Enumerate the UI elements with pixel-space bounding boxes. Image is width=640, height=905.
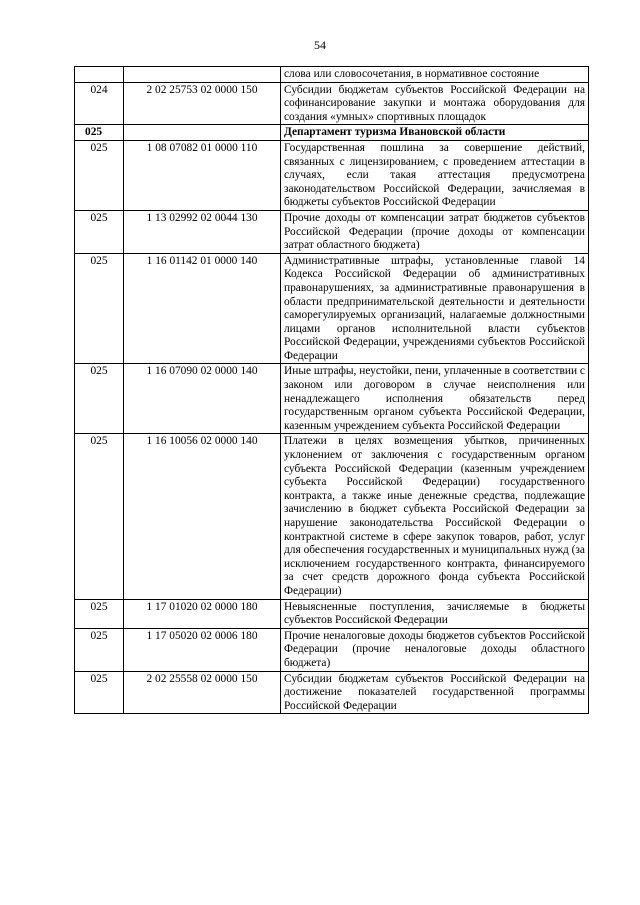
budget-code-cell [124,125,281,141]
table-row [75,82,589,125]
admin-code-cell: 025 [75,140,124,210]
budget-code-cell: 1 17 01020 02 0000 180 [124,599,281,628]
description-cell: Невыясненные поступления, зачисляемые в бюджеты субъектов Российской Федерации [281,599,589,628]
table-row [75,628,589,671]
description-cell: Субсидии бюджетам субъектов Российской Федерации на софинансирование закупки и монтажа оборудования для создания «умных» спортивных площадок [281,82,589,125]
table-row [75,434,589,599]
admin-code-cell [75,67,124,83]
table-row [75,671,589,714]
table-row [75,253,589,364]
section-heading-row [75,125,589,141]
budget-code-cell: 1 13 02992 02 0044 130 [124,210,281,253]
table-row [75,140,589,210]
budget-code-cell: 1 17 05020 02 0006 180 [124,628,281,671]
description-cell: Прочие доходы от компенсации затрат бюджетов субъектов Российской Федерации (прочие доходы от компенсации затрат областного бюджета) [281,210,589,253]
budget-code-cell: 1 16 10056 02 0000 140 [124,434,281,599]
table-row [75,364,589,434]
revenue-codes-table [74,66,589,714]
admin-code-cell: 025 [75,599,124,628]
admin-code-cell: 025 [75,210,124,253]
admin-code-cell: 025 [75,434,124,599]
admin-code-cell: 025 [75,364,124,434]
budget-code-cell: 1 16 07090 02 0000 140 [124,364,281,434]
admin-code-cell: 025 [75,253,124,364]
description-cell: Административные штрафы, установленные главой 14 Кодекса Российской Федерации об административных правонарушениях, за административные правонарушения в области предпринимательской деятельности и деятельности саморегулируемых организаций, налагаемые должностными лицами органов исполнительной власти субъектов Российской Федерации, учреждениями субъектов Российской Федерации [281,253,589,364]
description-cell: Прочие неналоговые доходы бюджетов субъектов Российской Федерации (прочие неналоговые доходы областного бюджета) [281,628,589,671]
department-title: Департамент туризма Ивановской области [281,125,589,141]
admin-code-cell: 025 [75,671,124,714]
budget-code-cell: 2 02 25753 02 0000 150 [124,82,281,125]
description-cell: Платежи в целях возмещения убытков, причиненных уклонением от заключения с государственным органом субъекта Российской Федерации (казенным учреждением субъекта Российской Федерации) государственного контракта, а также иные денежные средства, подлежащие зачислению в бюджет субъекта Российской Федерации за нарушение законодательства Российской Федерации о контрактной системе в сфере закупок товаров, работ, услуг для обеспечения государственных и муниципальных нужд (за исключением государственного контракта, финансируемого за счет средств дорожного фонда субъекта Российской Федерации) [281,434,589,599]
table-row [75,599,589,628]
admin-code-cell: 024 [75,82,124,125]
description-cell: Иные штрафы, неустойки, пени, уплаченные в соответствии с законом или договором в случае неисполнения или ненадлежащего исполнения обязательств перед государственным органом субъекта Российской Федерации, казенным учреждением субъекта Российской Федерации [281,364,589,434]
budget-code-cell: 1 16 01142 01 0000 140 [124,253,281,364]
description-cell: Субсидии бюджетам субъектов Российской Федерации на достижение показателей государственной программы Российской Федерации [281,671,589,714]
budget-code-cell [124,67,281,83]
budget-code-cell: 2 02 25558 02 0000 150 [124,671,281,714]
description-cell: слова или словосочетания, в нормативное состояние [281,67,589,83]
admin-code-cell: 025 [75,125,124,141]
table-row [75,210,589,253]
description-cell: Государственная пошлина за совершение действий, связанных с лицензированием, с проведением аттестации в случаях, если такая аттестация предусмотрена законодательством Российской Федерации, зачисляемая в бюджеты субъектов Российской Федерации [281,140,589,210]
table-row [75,67,589,83]
admin-code-cell: 025 [75,628,124,671]
page-number: 54 [314,38,326,52]
budget-code-cell: 1 08 07082 01 0000 110 [124,140,281,210]
